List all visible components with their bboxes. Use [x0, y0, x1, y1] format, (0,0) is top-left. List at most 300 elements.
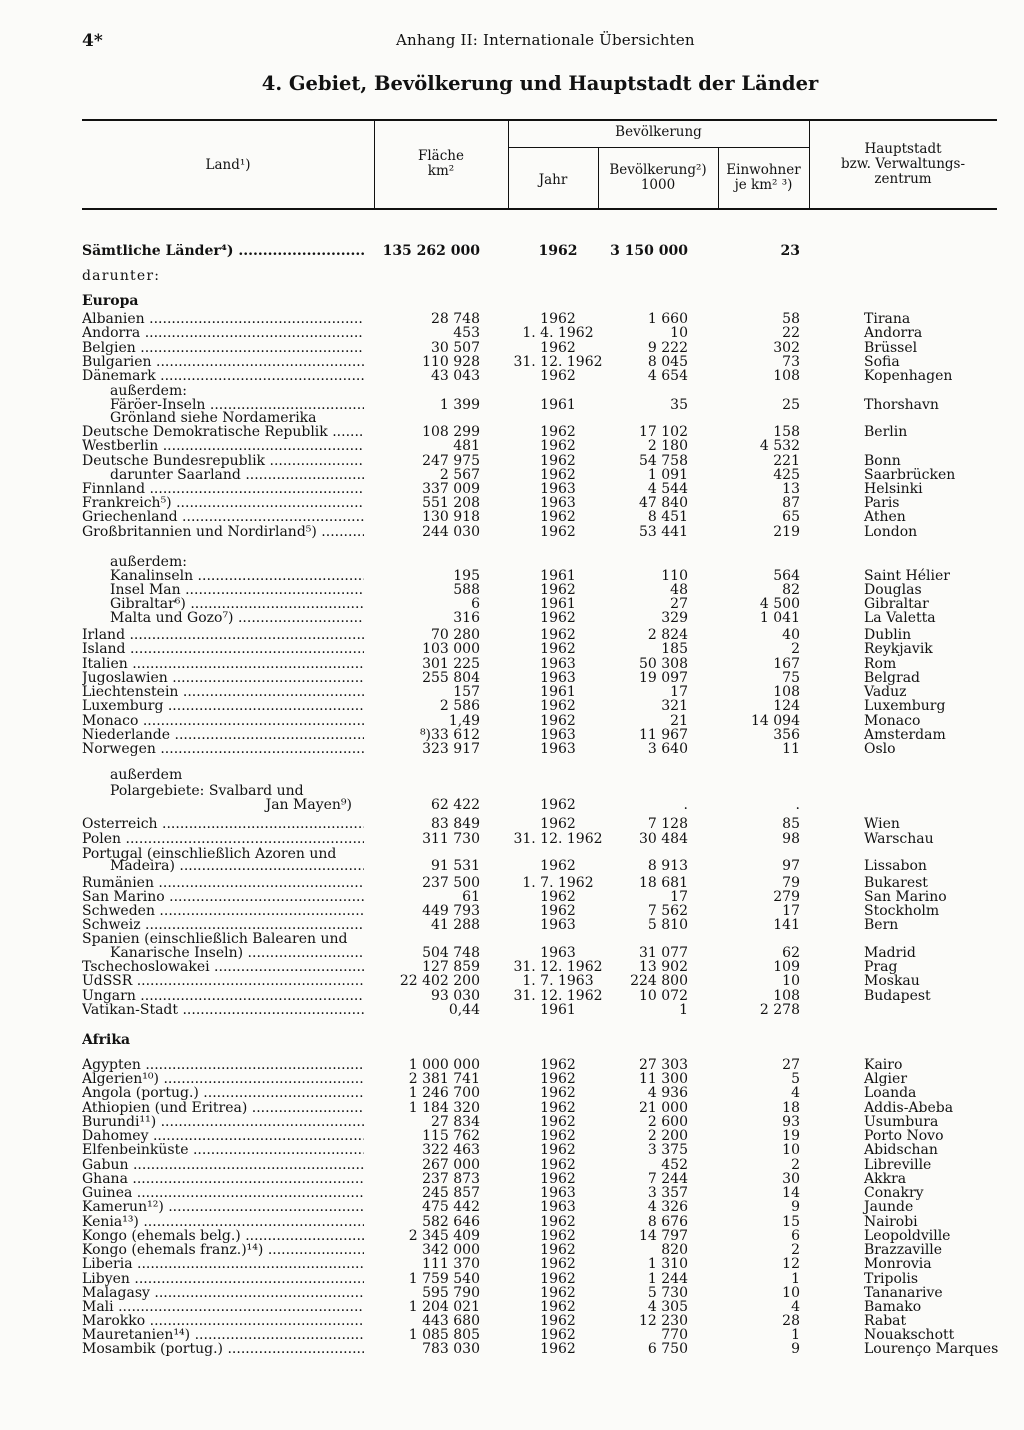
land-cell: Belgien .....	[82, 341, 364, 356]
hauptstadt-cell: La Valetta	[864, 610, 936, 626]
jahr-cell: 1962	[540, 1285, 576, 1301]
land-cell: Island .....	[82, 642, 364, 657]
hauptstadt-cell: Porto Novo	[864, 1128, 944, 1144]
flaeche-cell: 127 859	[422, 959, 480, 975]
hauptstadt-cell: Monrovia	[864, 1256, 932, 1272]
hauptstadt-cell: Monaco	[864, 713, 921, 729]
einwohner-cell: 109	[773, 959, 800, 975]
hauptstadt-cell: Paris	[864, 495, 900, 511]
hauptstadt-cell: Moskau	[864, 973, 920, 989]
land-cell: Äthiopien (und Eritrea) .....	[82, 1101, 364, 1116]
land-cell: Dänemark .....	[82, 369, 364, 384]
bevoelkerung-cell: 1	[679, 1002, 688, 1018]
land-cell: Dahomey .....	[82, 1129, 364, 1144]
land-cell: Guinea .....	[82, 1186, 364, 1201]
table-row	[82, 1033, 997, 1048]
flaeche-cell: 311 730	[422, 831, 480, 847]
table-row	[82, 859, 997, 874]
bevoelkerung-cell: .	[683, 797, 688, 813]
hauptstadt-cell: Gibraltar	[864, 596, 929, 612]
land-cell: Großbritannien und Nordirland⁵) .....	[82, 525, 364, 540]
flaeche-cell: 595 790	[422, 1285, 480, 1301]
hauptstadt-cell: Vaduz	[864, 684, 907, 700]
hauptstadt-cell: Jaunde	[864, 1199, 914, 1215]
jahr-cell: 1962	[540, 524, 576, 540]
hauptstadt-cell: Budapest	[864, 988, 931, 1004]
einwohner-cell: 93	[782, 1114, 800, 1130]
bevoelkerung-cell: 17 102	[639, 424, 688, 440]
bevoelkerung-cell: 7 244	[647, 1171, 688, 1187]
bevoelkerung-cell: 13 902	[639, 959, 688, 975]
land-cell: Ägypten .....	[82, 1058, 364, 1073]
jahr-cell: 1962	[540, 582, 576, 598]
table-top-rule	[82, 119, 997, 121]
flaeche-cell: 62 422	[431, 797, 480, 813]
bevoelkerung-cell: 4 305	[647, 1299, 688, 1315]
page-title: 4. Gebiet, Bevölkerung und Hauptstadt der Länder	[261, 72, 819, 95]
table-row	[82, 798, 997, 813]
bevoelkerung-cell: 11 300	[639, 1071, 688, 1087]
bevoelkerung-cell: 3 375	[647, 1142, 688, 1158]
einwohner-cell: 10	[782, 973, 800, 989]
jahr-cell: 1962	[540, 627, 576, 643]
header-bev1000-label: Bevölkerung²)	[609, 162, 707, 178]
flaeche-cell: 449 793	[422, 903, 480, 919]
jahr-cell: 1962	[538, 243, 578, 259]
bevoelkerung-cell: 12 230	[639, 1313, 688, 1329]
table-row	[82, 1257, 997, 1272]
jahr-cell: 1963	[540, 727, 576, 743]
jahr-cell: 1962	[540, 1114, 576, 1130]
bevoelkerung-cell: 10	[670, 325, 688, 341]
flaeche-cell: 30 507	[431, 340, 480, 356]
einwohner-cell: 221	[773, 453, 800, 469]
flaeche-cell: 157	[453, 684, 480, 700]
bevoelkerung-cell: 14 797	[639, 1228, 688, 1244]
land-cell: darunter Saarland .....	[110, 468, 364, 483]
jahr-cell: 1963	[540, 1185, 576, 1201]
jahr-cell: 1962	[540, 858, 576, 874]
bevoelkerung-cell: 2 180	[647, 438, 688, 454]
einwohner-cell: 58	[782, 311, 800, 327]
land-cell: Vatikan-Stadt .....	[82, 1003, 364, 1018]
table-row	[82, 742, 997, 757]
einwohner-cell: 1 041	[759, 610, 800, 626]
hauptstadt-cell: Bukarest	[864, 875, 928, 891]
table-row	[82, 439, 997, 454]
jahr-cell: 1962	[540, 610, 576, 626]
land-cell: Tschechoslowakei .....	[82, 960, 364, 975]
bevoelkerung-cell: 30 484	[639, 831, 688, 847]
land-cell: Niederlande .....	[82, 728, 364, 743]
hauptstadt-cell: Berlin	[864, 424, 908, 440]
bevoelkerung-cell: 329	[661, 610, 688, 626]
flaeche-cell: 245 857	[422, 1185, 480, 1201]
land-cell: Finnland .....	[82, 482, 364, 497]
table-row	[82, 294, 997, 309]
land-cell: Rumänien .....	[82, 876, 364, 891]
page-number: 4*	[82, 31, 103, 51]
hauptstadt-cell: Loanda	[864, 1085, 917, 1101]
flaeche-cell: 110 928	[422, 354, 480, 370]
land-cell: Malagasy .....	[82, 1286, 364, 1301]
einwohner-cell: 73	[782, 354, 800, 370]
table-row	[82, 699, 997, 714]
jahr-cell: 1961	[540, 596, 576, 612]
land-cell: Andorra .....	[82, 326, 364, 341]
header-einwohner-unit: je km² ³)	[734, 177, 793, 193]
flaeche-cell: 83 849	[431, 816, 480, 832]
jahr-cell: 1962	[540, 311, 576, 327]
hauptstadt-cell: Lourenço Marques	[864, 1341, 999, 1357]
jahr-cell: 1962	[540, 903, 576, 919]
bevoelkerung-cell: 2 600	[647, 1114, 688, 1130]
bevoelkerung-sub-rule	[509, 147, 809, 148]
bevoelkerung-cell: 9 222	[647, 340, 688, 356]
land-cell: Polargebiete: Svalbard und	[110, 784, 304, 799]
jahr-cell: 1961	[540, 397, 576, 413]
bevoelkerung-cell: 4 544	[647, 481, 688, 497]
jahr-cell: 1963	[540, 1199, 576, 1215]
einwohner-cell: 5	[791, 1071, 800, 1087]
einwohner-cell: 4	[791, 1085, 800, 1101]
land-cell: Deutsche Bundesrepublik .....	[82, 454, 364, 469]
einwohner-cell: 17	[782, 903, 800, 919]
bevoelkerung-cell: 11 967	[639, 727, 688, 743]
hauptstadt-cell: Leopoldville	[864, 1228, 951, 1244]
einwohner-cell: 4 500	[759, 596, 800, 612]
hauptstadt-cell: Libreville	[864, 1157, 932, 1173]
jahr-cell: 1962	[540, 424, 576, 440]
jahr-cell: 1. 4. 1962	[522, 325, 594, 341]
einwohner-cell: 1	[791, 1271, 800, 1287]
bevoelkerung-cell: 820	[661, 1242, 688, 1258]
bevoelkerung-cell: 21 000	[639, 1100, 688, 1116]
flaeche-cell: 115 762	[422, 1128, 480, 1144]
hauptstadt-cell: Stockholm	[864, 903, 940, 919]
land-cell: Angola (portug.) .....	[82, 1086, 364, 1101]
flaeche-cell: 322 463	[422, 1142, 480, 1158]
land-cell: Afrika	[82, 1033, 131, 1048]
table-row	[82, 817, 997, 832]
bevoelkerung-cell: 50 308	[639, 656, 688, 672]
bevoelkerung-cell: 6 750	[647, 1341, 688, 1357]
flaeche-cell: 70 280	[431, 627, 480, 643]
flaeche-cell: 103 000	[422, 641, 480, 657]
hauptstadt-cell: Algier	[864, 1071, 908, 1087]
land-cell: Albanien .....	[82, 312, 364, 327]
jahr-cell: 1961	[540, 1002, 576, 1018]
einwohner-cell: 1	[791, 1327, 800, 1343]
hauptstadt-cell: Rabat	[864, 1313, 907, 1329]
bevoelkerung-cell: 770	[661, 1327, 688, 1343]
einwohner-cell: 356	[773, 727, 800, 743]
flaeche-cell: 41 288	[431, 917, 480, 933]
land-cell: Monaco .....	[82, 714, 364, 729]
jahr-cell: 1963	[540, 481, 576, 497]
flaeche-cell: 237 873	[422, 1171, 480, 1187]
flaeche-cell: 1 204 021	[408, 1299, 480, 1315]
land-cell: San Marino .....	[82, 890, 364, 905]
bevoelkerung-cell: 54 758	[639, 453, 688, 469]
flaeche-cell: 783 030	[422, 1341, 480, 1357]
hauptstadt-cell: Abidschan	[864, 1142, 938, 1158]
einwohner-cell: 425	[773, 467, 800, 483]
land-cell: Libyen .....	[82, 1272, 364, 1287]
land-cell: Algerien¹⁰) .....	[82, 1072, 364, 1087]
table-row	[82, 1342, 997, 1357]
bevoelkerung-cell: 1 660	[647, 311, 688, 327]
land-cell: außerdem	[110, 768, 183, 783]
land-cell: UdSSR .....	[82, 974, 364, 989]
land-cell: außerdem:	[110, 384, 187, 399]
header-flaeche-label: Fläche	[418, 148, 464, 164]
header-hauptstadt-label-3: zentrum	[874, 171, 932, 187]
jahr-cell: 1962	[540, 816, 576, 832]
jahr-cell: 1962	[540, 438, 576, 454]
flaeche-cell: 1,49	[448, 713, 480, 729]
table-row	[82, 918, 997, 933]
table-row	[82, 369, 997, 384]
einwohner-cell: 2	[791, 1242, 800, 1258]
einwohner-cell: .	[795, 797, 800, 813]
table-row	[82, 642, 997, 657]
jahr-cell: 31. 12. 1962	[513, 354, 603, 370]
jahr-cell: 1962	[540, 1057, 576, 1073]
flaeche-cell: 323 917	[422, 741, 480, 757]
jahr-cell: 1962	[540, 641, 576, 657]
land-cell: außerdem:	[110, 555, 187, 570]
flaeche-cell: 1 184 320	[408, 1100, 480, 1116]
einwohner-cell: 14 094	[751, 713, 800, 729]
flaeche-cell: 504 748	[422, 945, 480, 961]
hauptstadt-cell: Warschau	[864, 831, 934, 847]
einwohner-cell: 2	[791, 1157, 800, 1173]
hauptstadt-cell: Nairobi	[864, 1214, 918, 1230]
einwohner-cell: 9	[791, 1341, 800, 1357]
header-einwohner	[718, 163, 809, 193]
table-row	[82, 1003, 997, 1018]
header-bottom-rule	[82, 208, 997, 210]
einwohner-cell: 10	[782, 1285, 800, 1301]
flaeche-cell: 551 208	[422, 495, 480, 511]
jahr-cell: 1962	[540, 509, 576, 525]
einwohner-cell: 10	[782, 1142, 800, 1158]
hauptstadt-cell: Addis-Abeba	[864, 1100, 954, 1116]
jahr-cell: 1962	[540, 1071, 576, 1087]
flaeche-cell: 93 030	[431, 988, 480, 1004]
hauptstadt-cell: Kairo	[864, 1057, 903, 1073]
bevoelkerung-cell: 31 077	[639, 945, 688, 961]
bevoelkerung-cell: 3 640	[647, 741, 688, 757]
table-row	[82, 974, 997, 989]
land-cell: darunter:	[82, 269, 161, 284]
bevoelkerung-cell: 47 840	[639, 495, 688, 511]
land-cell: Jan Mayen⁹)	[265, 798, 352, 813]
flaeche-cell: 43 043	[431, 368, 480, 384]
einwohner-cell: 87	[782, 495, 800, 511]
header-bev1000	[598, 163, 718, 193]
einwohner-cell: 22	[782, 325, 800, 341]
hauptstadt-cell: Amsterdam	[864, 727, 946, 743]
land-cell: Gabun .....	[82, 1158, 364, 1173]
jahr-cell: 1962	[540, 1242, 576, 1258]
land-cell: Westberlin .....	[82, 439, 364, 454]
data-table	[82, 119, 997, 1359]
flaeche-cell: 247 975	[422, 453, 480, 469]
land-cell: Grönland siehe Nordamerika	[110, 411, 317, 426]
einwohner-cell: 85	[782, 816, 800, 832]
hauptstadt-cell: Bonn	[864, 453, 901, 469]
hauptstadt-cell: Prag	[864, 959, 898, 975]
bevoelkerung-cell: 3 150 000	[610, 243, 688, 259]
einwohner-cell: 108	[773, 684, 800, 700]
land-cell: Gibraltar⁶) .....	[110, 597, 364, 612]
jahr-cell: 1962	[540, 1299, 576, 1315]
einwohner-cell: 27	[782, 1057, 800, 1073]
land-cell: Europa	[82, 294, 139, 309]
land-cell: Deutsche Demokratische Republik .....	[82, 425, 364, 440]
jahr-cell: 1962	[540, 368, 576, 384]
land-cell: Kanalinseln .....	[110, 569, 364, 584]
einwohner-cell: 279	[773, 889, 800, 905]
einwohner-cell: 40	[782, 627, 800, 643]
jahr-cell: 1963	[540, 495, 576, 511]
einwohner-cell: 564	[773, 568, 800, 584]
table-row	[82, 269, 997, 284]
jahr-cell: 1962	[540, 1171, 576, 1187]
bevoelkerung-cell: 48	[670, 582, 688, 598]
header-flaeche-unit: km²	[427, 163, 455, 179]
land-cell: Liechtenstein .....	[82, 685, 364, 700]
jahr-cell: 1961	[540, 684, 576, 700]
bevoelkerung-cell: 8 676	[647, 1214, 688, 1230]
einwohner-cell: 13	[782, 481, 800, 497]
einwohner-cell: 15	[782, 1214, 800, 1230]
hauptstadt-cell: Sofia	[864, 354, 900, 370]
land-cell: Schweiz .....	[82, 918, 364, 933]
bevoelkerung-cell: 10 072	[639, 988, 688, 1004]
land-cell: Mosambik (portug.) .....	[82, 1342, 364, 1357]
bevoelkerung-cell: 27	[670, 596, 688, 612]
bevoelkerung-cell: 19 097	[639, 670, 688, 686]
flaeche-cell: 1 246 700	[408, 1085, 480, 1101]
flaeche-cell: 237 500	[422, 875, 480, 891]
hauptstadt-cell: Tripolis	[864, 1271, 919, 1287]
land-cell: Ungarn .....	[82, 989, 364, 1004]
hauptstadt-cell: Belgrad	[864, 670, 921, 686]
jahr-cell: 1961	[540, 568, 576, 584]
einwohner-cell: 75	[782, 670, 800, 686]
bevoelkerung-cell: 224 800	[630, 973, 688, 989]
flaeche-cell: 301 225	[422, 656, 480, 672]
flaeche-cell: 342 000	[422, 1242, 480, 1258]
header-bevoelkerung: Bevölkerung	[615, 124, 702, 140]
flaeche-cell: 130 918	[422, 509, 480, 525]
hauptstadt-cell: Dublin	[864, 627, 912, 643]
jahr-cell: 31. 12. 1962	[513, 959, 603, 975]
flaeche-cell: 195	[453, 568, 480, 584]
table-row	[82, 1143, 997, 1158]
bevoelkerung-cell: 3 357	[647, 1185, 688, 1201]
hauptstadt-cell: Usumbura	[864, 1114, 939, 1130]
bevoelkerung-cell: 4 936	[647, 1085, 688, 1101]
bevoelkerung-cell: 2 824	[647, 627, 688, 643]
flaeche-cell: ⁸)33 612	[419, 727, 480, 743]
table-row	[82, 611, 997, 626]
table-row	[82, 1086, 997, 1101]
land-cell: Mauretanien¹⁴) .....	[82, 1328, 364, 1343]
jahr-cell: 31. 12. 1962	[513, 988, 603, 1004]
einwohner-cell: 25	[782, 397, 800, 413]
land-cell: Portugal (einschließlich Azoren und	[82, 847, 337, 862]
hauptstadt-cell: Thorshavn	[864, 397, 939, 413]
table-row	[82, 832, 997, 847]
jahr-cell: 1962	[540, 1214, 576, 1230]
hauptstadt-cell: Luxemburg	[864, 698, 946, 714]
hauptstadt-cell: Kopenhagen	[864, 368, 953, 384]
bevoelkerung-cell: 7 562	[647, 903, 688, 919]
einwohner-cell: 108	[773, 988, 800, 1004]
flaeche-cell: 91 531	[431, 858, 480, 874]
flaeche-cell: 443 680	[422, 1313, 480, 1329]
table-row	[82, 326, 997, 341]
bevoelkerung-cell: 1 091	[647, 467, 688, 483]
jahr-cell: 1962	[540, 698, 576, 714]
land-cell: Malta und Gozo⁷) .....	[110, 611, 364, 626]
bevoelkerung-cell: 452	[661, 1157, 688, 1173]
bevoelkerung-cell: 110	[661, 568, 688, 584]
einwohner-cell: 14	[782, 1185, 800, 1201]
bevoelkerung-cell: 21	[670, 713, 688, 729]
flaeche-cell: 0,44	[448, 1002, 480, 1018]
jahr-cell: 1962	[540, 1341, 576, 1357]
bevoelkerung-cell: 4 654	[647, 368, 688, 384]
land-cell: Insel Man .....	[110, 583, 364, 598]
flaeche-cell: 2 567	[439, 467, 480, 483]
hauptstadt-cell: Rom	[864, 656, 897, 672]
hauptstadt-cell: Oslo	[864, 741, 896, 757]
flaeche-cell: 453	[453, 325, 480, 341]
hauptstadt-cell: Helsinki	[864, 481, 923, 497]
flaeche-cell: 111 370	[422, 1256, 480, 1272]
jahr-cell: 1962	[540, 1085, 576, 1101]
jahr-cell: 1962	[540, 1157, 576, 1173]
hauptstadt-cell: Brüssel	[864, 340, 918, 356]
land-cell: Österreich .....	[82, 817, 364, 832]
bevoelkerung-cell: 8 913	[647, 858, 688, 874]
jahr-cell: 1963	[540, 917, 576, 933]
table-row	[82, 768, 997, 783]
flaeche-cell: 1 759 540	[408, 1271, 480, 1287]
land-cell: Kongo (ehemals franz.)¹⁴) .....	[82, 1243, 364, 1258]
jahr-cell: 1. 7. 1963	[522, 973, 594, 989]
einwohner-cell: 9	[791, 1199, 800, 1215]
flaeche-cell: 316	[453, 610, 480, 626]
running-head: Anhang II: Internationale Übersichten	[396, 31, 695, 49]
jahr-cell: 1963	[540, 945, 576, 961]
table-row	[82, 510, 997, 525]
flaeche-cell: 1 085 805	[408, 1327, 480, 1343]
einwohner-cell: 18	[782, 1100, 800, 1116]
land-cell: Ghana .....	[82, 1172, 364, 1187]
bevoelkerung-cell: 17	[670, 889, 688, 905]
einwohner-cell: 6	[791, 1228, 800, 1244]
einwohner-cell: 108	[773, 368, 800, 384]
einwohner-cell: 23	[780, 243, 800, 259]
header-flaeche	[374, 149, 508, 179]
einwohner-cell: 2 278	[759, 1002, 800, 1018]
